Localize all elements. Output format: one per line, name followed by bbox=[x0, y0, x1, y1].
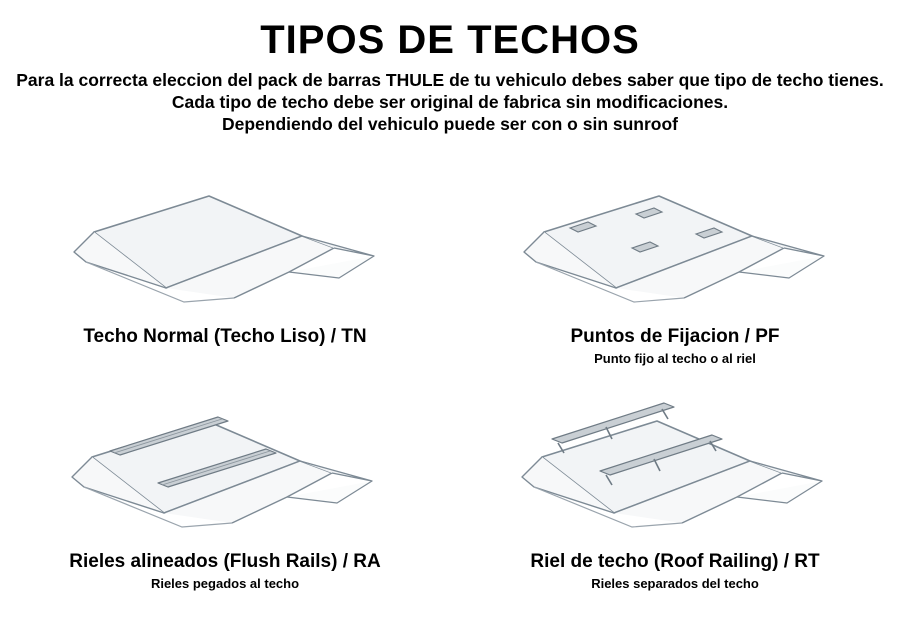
intro-line-1: Para la correcta eleccion del pack de barras THULE de tu vehiculo debes saber que tipo de techo tienes. bbox=[16, 70, 884, 90]
roof-type-sublabel-rt: Rieles separados del techo bbox=[591, 576, 759, 591]
roof-type-label-tn: Techo Normal (Techo Liso) / TN bbox=[83, 326, 367, 347]
roof-illustration-tn bbox=[34, 170, 434, 320]
page-title: TIPOS DE TECHOS bbox=[260, 18, 640, 62]
intro-text bbox=[0, 69, 900, 135]
intro-line-3: Dependiendo del vehiculo puede ser con o sin sunroof bbox=[221, 114, 679, 134]
intro-line-2: Cada tipo de techo debe ser original de fabrica sin modificaciones. bbox=[171, 92, 729, 112]
roof-type-label-rt: Riel de techo (Roof Railing) / RT bbox=[530, 551, 820, 572]
roof-type-grid bbox=[0, 166, 900, 616]
roof-illustration-ra bbox=[32, 395, 432, 545]
roof-illustration-rt bbox=[482, 395, 882, 545]
roof-type-sublabel-ra: Rieles pegados al techo bbox=[150, 576, 300, 591]
roof-type-label-pf: Puntos de Fijacion / PF bbox=[570, 326, 780, 347]
roof-type-card-tn bbox=[0, 166, 450, 391]
roof-illustration-pf bbox=[484, 170, 884, 320]
roof-type-label-ra: Rieles alineados (Flush Rails) / RA bbox=[69, 551, 381, 572]
roof-type-card-pf bbox=[450, 166, 900, 391]
roof-types-infographic bbox=[0, 18, 900, 618]
roof-type-card-rt bbox=[450, 391, 900, 616]
roof-type-card-ra bbox=[0, 391, 450, 616]
roof-type-sublabel-pf: Punto fijo al techo o al riel bbox=[594, 351, 756, 366]
